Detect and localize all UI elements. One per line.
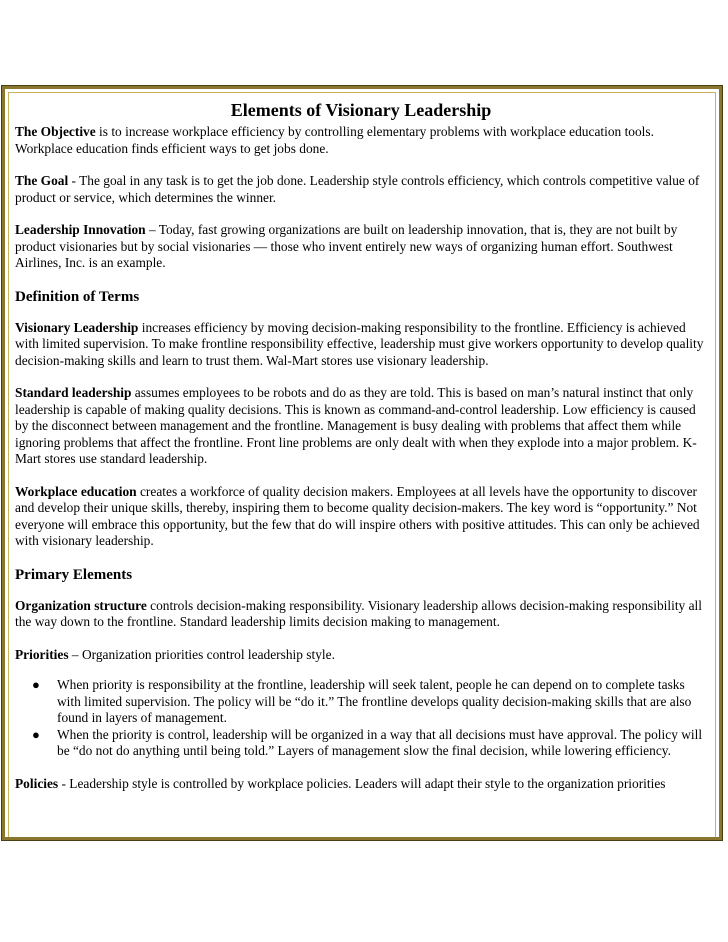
policies-label: Policies	[15, 775, 59, 791]
list-item-text: When priority is responsibility at the frontline, leadership will seek talent, people he can depend on to complete tasks with limited supervision. The policy will be “do it.” The frontline develops quality decision-making skills that are also found in layers of management.	[57, 677, 692, 725]
standard-label: Standard leadership	[15, 385, 132, 400]
visionary-label: Visionary Leadership	[15, 319, 139, 335]
goal-label: The Goal	[15, 173, 69, 188]
goal-text: - The goal in any task is to get the job done. Leadership style controls efficiency, which controls competitive value of product or service, which determines the winner.	[15, 173, 700, 205]
priorities-label: Priorities	[15, 646, 69, 662]
visionary-text: increases efficiency by moving decision-making responsibility to the frontline. Efficiency is achieved with limited supervision. To make frontline responsibility effective, leadership must give workers opportunity to develop quality decision-making skills and learn to trust them. Wal-Mart stores use visionary leadership.	[15, 319, 704, 368]
innovation-paragraph	[15, 222, 707, 272]
workplace-education-text: creates a workforce of quality decision makers. Employees at all levels have the opportunity to discover and develop their unique skills, thereby, inspiring them to become quality decision-makers. The key word is “opportunity.” Not everyone will embrace this opportunity, but the few that do will inspire others with positive attitudes. This can only be achieved with visionary leadership.	[15, 483, 700, 548]
document-frame-inner	[8, 92, 716, 837]
policies-text: - Leadership style is controlled by workplace policies. Leaders will adapt their style to the organization priorities	[58, 775, 666, 791]
document-content	[15, 99, 707, 808]
definitions-heading: Definition of Terms	[15, 288, 140, 305]
bullet-icon: ●	[32, 677, 40, 692]
priorities-paragraph	[15, 647, 707, 664]
bullet-icon: ●	[32, 726, 40, 742]
priorities-list	[15, 677, 707, 760]
org-structure-label: Organization structure	[15, 597, 147, 613]
workplace-education-label: Workplace education	[15, 483, 137, 499]
list-item	[15, 677, 707, 727]
innovation-text: – Today, fast growing organizations are built on leadership innovation, that is, they are not built by product visionaries but by social visionaries — those who invent entirely new ways of organizing human effort. Southwest Airlines, Inc. is an example.	[15, 222, 678, 270]
org-structure-paragraph	[15, 598, 707, 631]
document-title: Elements of Visionary Leadership	[230, 100, 492, 120]
org-structure-text: controls decision-making responsibility. Visionary leadership allows decision-making responsibility all the way down to the frontline. Standard leadership limits decision making to management.	[15, 597, 702, 629]
document-frame	[2, 86, 722, 840]
primary-heading: Primary Elements	[15, 566, 133, 583]
objective-text: is to increase workplace efficiency by controlling elementary problems with workplace education tools. Workplace education finds efficient ways to get jobs done.	[15, 124, 654, 156]
visionary-paragraph	[15, 320, 707, 370]
list-item-text: When the priority is control, leadership will be organized in a way that all decisions must have approval. The policy will be “do not do anything until being told.” Layers of management slow the final decision, while lowering efficiency.	[57, 726, 703, 758]
standard-paragraph	[15, 385, 707, 468]
priorities-text: – Organization priorities control leadership style.	[68, 646, 335, 662]
list-item	[15, 727, 707, 760]
innovation-label: Leadership Innovation	[15, 222, 146, 237]
objective-paragraph	[15, 124, 707, 157]
objective-label: The Objective	[15, 124, 96, 139]
standard-text: assumes employees to be robots and do as they are told. This is based on man’s natural instinct that only leadership is capable of making quality decisions. This is known as command-and-control leadership. Low efficiency is caused by the disconnect between management and the frontline. Management is busy dealing with problems that affect them while ignoring problems that affect the frontline. Front line problems are only dealt with when they explode into a major problem. K-Mart stores use standard leadership.	[15, 385, 697, 466]
policies-paragraph	[15, 776, 707, 793]
goal-paragraph	[15, 173, 707, 206]
workplace-education-paragraph	[15, 484, 707, 550]
